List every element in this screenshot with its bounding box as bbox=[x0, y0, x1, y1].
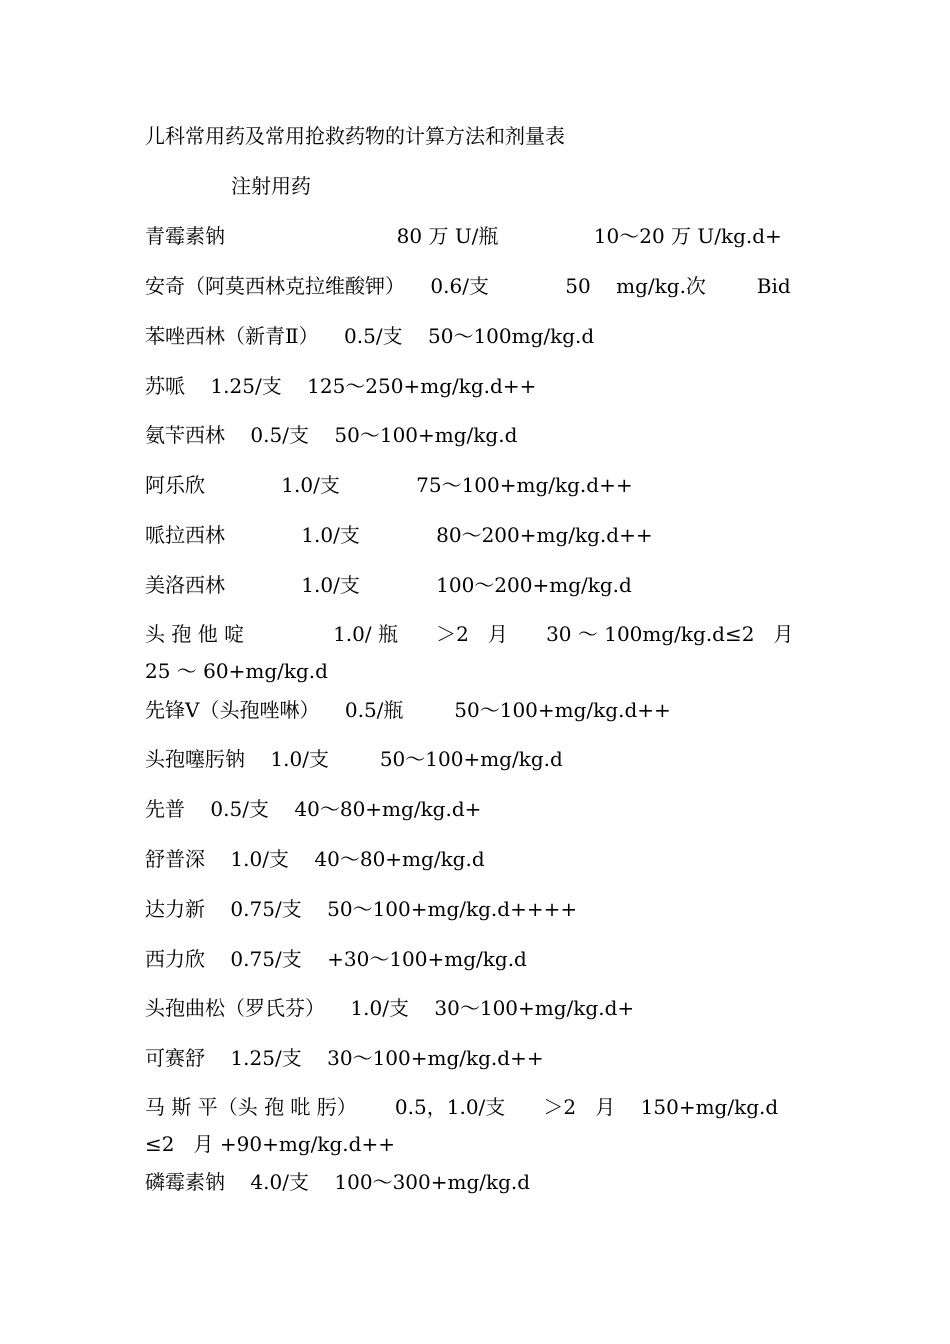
drug-line-xilixin: 西力欣 0.75/支 +30～100+mg/kg.d bbox=[145, 947, 527, 971]
drug-line-piperacillin: 哌拉西林 1.0/支 80～200+mg/kg.d++ bbox=[145, 523, 653, 547]
drug-line-oxacillin: 苯唑西林（新青Ⅱ） 0.5/支 50～100mg/kg.d bbox=[145, 324, 595, 348]
drug-line-cefotaxime: 头孢噻肟钠 1.0/支 50～100+mg/kg.d bbox=[145, 747, 563, 771]
drug-line-mezlocillin: 美洛西林 1.0/支 100～200+mg/kg.d bbox=[145, 573, 632, 597]
drug-line-supai: 苏哌 1.25/支 125～250+mg/kg.d++ bbox=[145, 374, 537, 398]
drug-line-dalixin: 达力新 0.75/支 50～100+mg/kg.d++++ bbox=[145, 897, 578, 921]
drug-line-fosfomycin: 磷霉素钠 4.0/支 100～300+mg/kg.d bbox=[145, 1170, 531, 1194]
drug-line-cefazolin: 先锋Ⅴ（头孢唑啉） 0.5/瓶 50～100+mg/kg.d++ bbox=[145, 698, 671, 722]
document-title: 儿科常用药及常用抢救药物的计算方法和剂量表 bbox=[145, 124, 565, 148]
drug-line-anqi: 安奇（阿莫西林克拉维酸钾） 0.6/支 50 mg/kg.次 Bid bbox=[145, 274, 791, 298]
drug-line-ampicillin: 氨苄西林 0.5/支 50～100+mg/kg.d bbox=[145, 423, 518, 447]
drug-line-ceftazidime: 头 孢 他 啶 1.0/ 瓶 ＞2 月 30 ～ 100mg/kg.d≤2 月 25 ～ 60+mg/kg.d bbox=[145, 622, 832, 683]
drug-line-kesaishu: 可赛舒 1.25/支 30～100+mg/kg.d++ bbox=[145, 1046, 544, 1070]
drug-line-xianpu: 先普 0.5/支 40～80+mg/kg.d+ bbox=[145, 797, 482, 821]
drug-line-penicillin-sodium: 青霉素钠 80 万 U/瓶 10～20 万 U/kg.d+ bbox=[145, 224, 782, 248]
drug-line-ceftriaxone: 头孢曲松（罗氏芬） 1.0/支 30～100+mg/kg.d+ bbox=[145, 996, 635, 1020]
drug-line-cefepime: 马 斯 平（头 孢 吡 肟） 0.5，1.0/支 ＞2 月 150+mg/kg.d ≤2 月 +90+mg/kg.d++ bbox=[145, 1095, 817, 1156]
section-heading: 注射用药 bbox=[231, 174, 311, 198]
drug-line-alexin: 阿乐欣 1.0/支 75～100+mg/kg.d++ bbox=[145, 473, 633, 497]
drug-line-shupushen: 舒普深 1.0/支 40～80+mg/kg.d bbox=[145, 847, 485, 871]
